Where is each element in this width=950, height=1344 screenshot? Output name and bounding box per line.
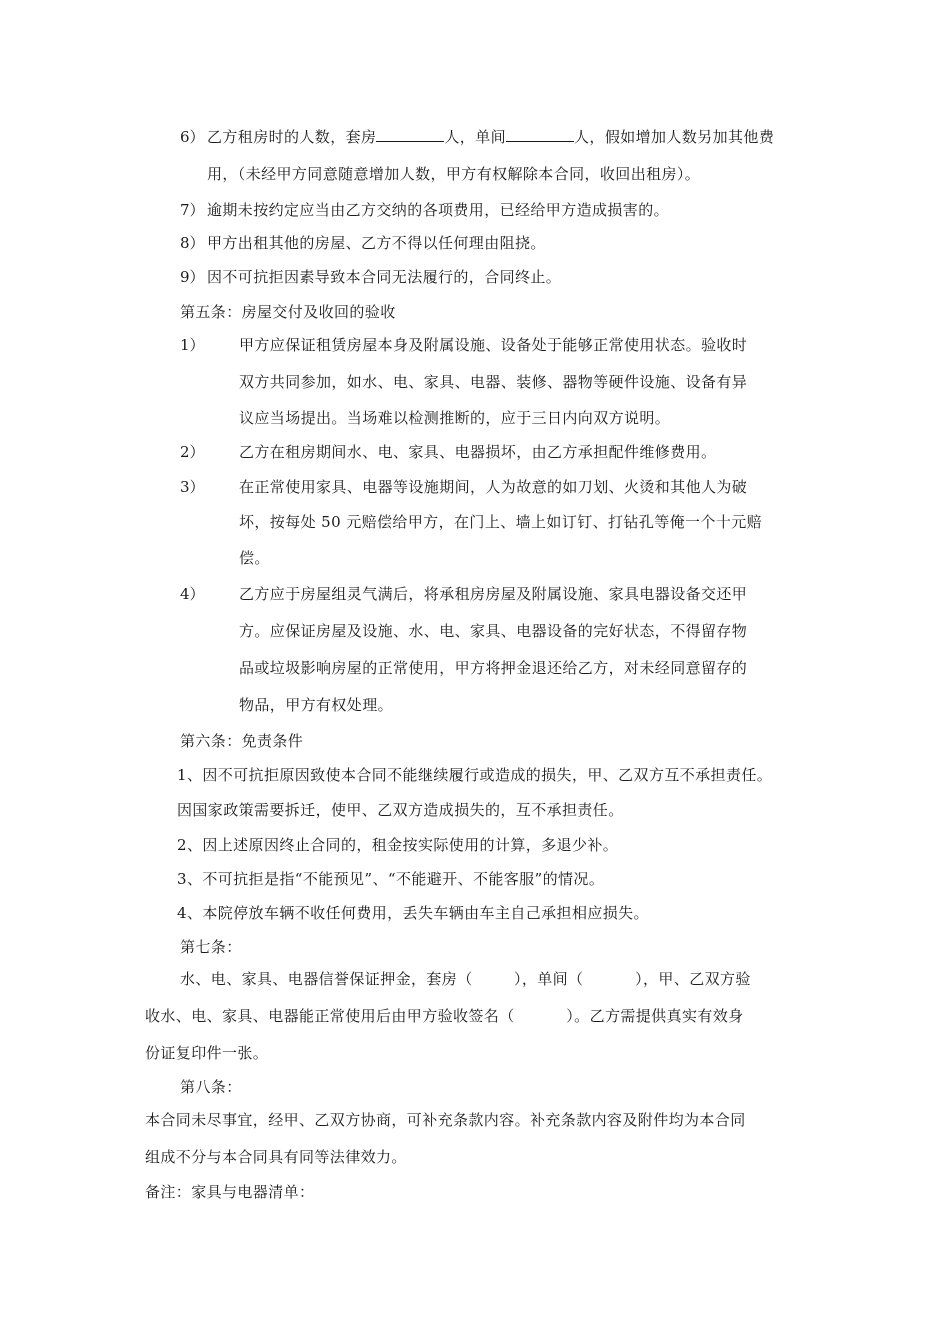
sec5-item-2-line-1: 乙方在租房期间水、电、家具、电器损坏，由乙方承担配件维修费用。 [239,443,717,461]
sec7-line-2: 收水、电、家具、电器能正常使用后由甲方验收签名（ ）。乙方需提供真实有效身 [145,1007,744,1025]
item-9-text: 因不可抗拒因素导致本合同无法履行的，合同终止。 [207,268,562,286]
sec6-para-1: 1、因不可抗拒原因致使本合同不能继续履行或造成的损失，甲、乙双方互不承担责任。 [177,766,773,784]
item-6-number: 6） [180,128,205,146]
sec5-item-3-line-1: 在正常使用家具、电器等设施期间，人为故意的如刀划、火烫和其他人为破 [239,478,748,496]
item-7-number: 7） [180,201,205,219]
item-6-line-1: 乙方租房时的人数，套房 人，单间 人，假如增加人数另加其他费 [207,128,775,146]
section-6-heading: 第六条：免责条件 [180,732,304,750]
sec5-item-1-line-2: 双方共同参加，如水、电、家具、电器、装修、器物等硬件设施、设备有异 [239,373,748,391]
sec6-para-2: 2、因上述原因终止合同的，租金按实际使用的计算，多退少补。 [177,836,619,854]
sec5-item-4-line-4: 物品，甲方有权处理。 [239,696,394,714]
sec5-item-1-line-1: 甲方应保证租赁房屋本身及附属设施、设备处于能够正常使用状态。验收时 [239,336,748,354]
suite-count-blank[interactable] [376,127,444,142]
item-7-text: 逾期未按约定应当由乙方交纳的各项费用，已经给甲方造成损害的。 [207,201,670,219]
section-7-heading: 第七条： [180,938,242,956]
sec5-item-1-number: 1） [180,336,205,354]
item-6-line-2: 用，（未经甲方同意随意增加人数，甲方有权解除本合同，收回出租房）。 [207,165,701,183]
sec8-line-1: 本合同未尽事宜，经甲、乙双方协商，可补充条款内容。补充条款内容及附件均为本合同 [145,1111,746,1129]
sec5-item-3-line-2: 坏，按每处 50 元赔偿给甲方，在门上、墙上如订钉、打钻孔等俺一个十元赔 [239,513,763,531]
item-9-number: 9） [180,268,205,286]
sec5-item-4-number: 4） [180,585,205,603]
sec5-item-4-line-3: 品或垃圾影响房屋的正常使用，甲方将押金退还给乙方，对未经同意留存的 [239,659,748,677]
sec5-item-3-line-3: 偿。 [239,549,270,567]
sec7-line-1: 水、电、家具、电器信誉保证押金，套房（ ），单间（ ），甲、乙双方验 [180,970,751,988]
sec5-item-2-number: 2） [180,443,205,461]
sec8-line-2: 组成不分与本合同具有同等法律效力。 [145,1148,407,1166]
section-8-heading: 第八条： [180,1078,242,1096]
remark-furniture-appliance-list: 备注：家具与电器清单： [145,1183,315,1201]
sec5-item-4-line-1: 乙方应于房屋组灵气满后，将承租房房屋及附属设施、家具电器设备交还甲 [239,585,748,603]
sec5-item-3-number: 3） [180,478,205,496]
single-room-count-blank[interactable] [506,127,574,142]
section-5-heading: 第五条：房屋交付及收回的验收 [180,303,396,321]
sec5-item-1-line-3: 议应当场提出。当场难以检测推断的，应于三日内向双方说明。 [239,409,671,427]
sec6-para-3: 3、不可抗拒是指“不能预见”、“不能避开、不能客服”的情况。 [177,870,605,888]
sec5-item-4-line-2: 方。应保证房屋及设施、水、电、家具、电器设备的完好状态，不得留存物 [239,622,748,640]
item-8-text: 甲方出租其他的房屋、乙方不得以任何理由阻挠。 [207,234,546,252]
sec7-line-3: 份证复印件一张。 [145,1044,269,1062]
sec6-para-4: 4、本院停放车辆不收任何费用，丢失车辆由车主自己承担相应损失。 [177,904,649,922]
item-8-number: 8） [180,234,205,252]
sec6-para-1b: 因国家政策需要拆迁，使甲、乙双方造成损失的，互不承担责任。 [177,801,624,819]
